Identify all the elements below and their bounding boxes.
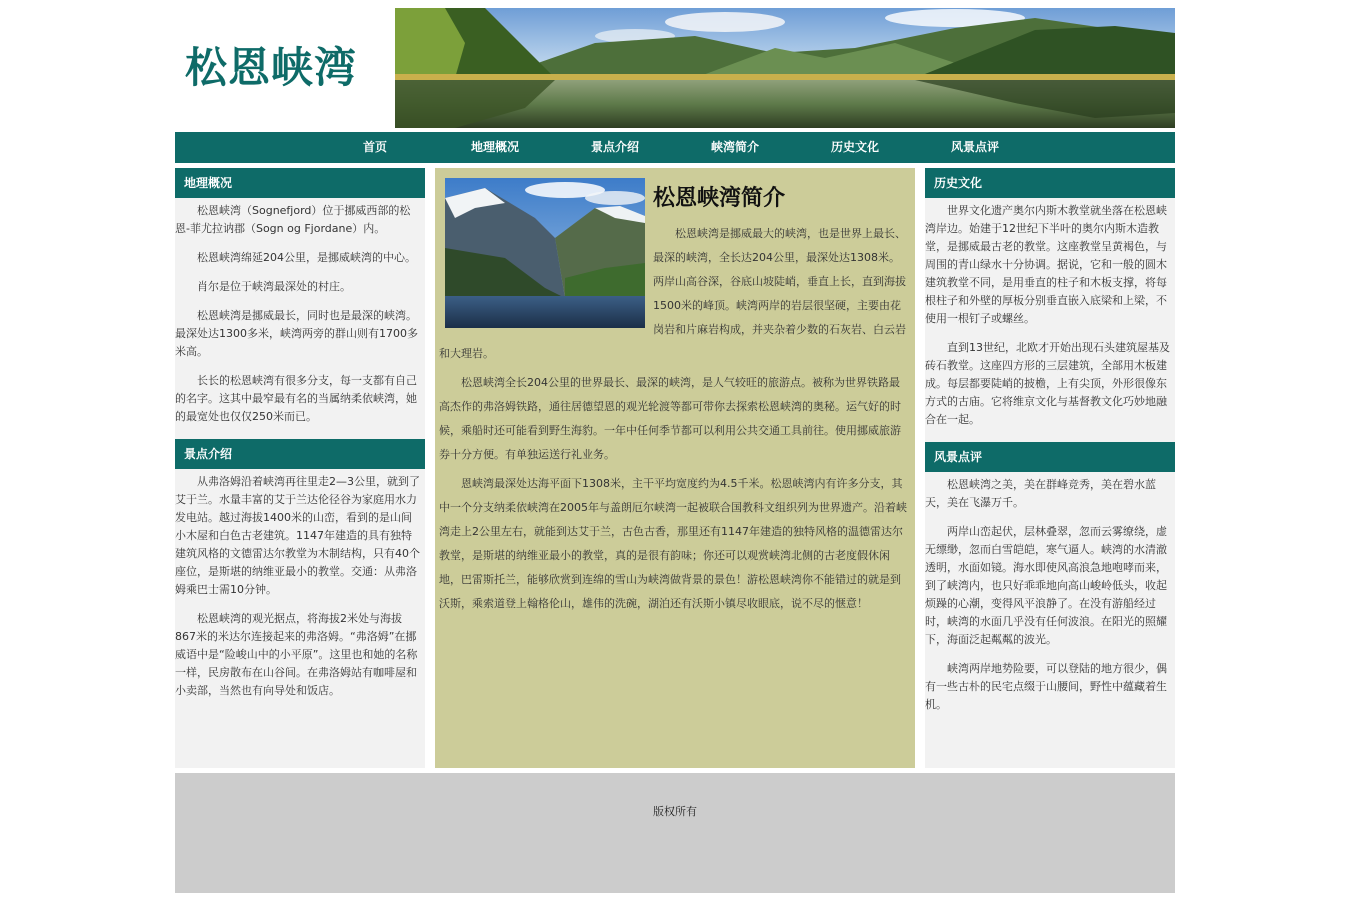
main-title: 松恩峡湾简介 <box>653 186 786 211</box>
paragraph: 松恩峡湾之美，美在群峰竞秀，美在碧水蓝天，美在飞瀑万千。 <box>925 478 1156 509</box>
paragraph: 从弗洛姆沿着峡湾再往里走2—3公里，就到了艾于兰。水量丰富的艾于兰达伦径谷为家庭用水力发电站。越过海拔1400米的山峦，看到的是山间小木屋和白色古老建筑。1147年建造的具有独特建筑风格的文德雷达尔教堂为木制结构，只有40个座位，是斯堪的纳维亚最小的教堂。交通：从弗洛姆乘巴士需10分钟。 <box>175 475 420 596</box>
left-sidebar <box>175 168 425 768</box>
nav-item-spots[interactable]: 景点介绍 <box>590 140 639 154</box>
history-box-title: 历史文化 <box>925 168 1175 198</box>
review-box-body <box>925 472 1175 727</box>
spots-box-title: 景点介绍 <box>175 439 425 469</box>
paragraph: 松恩峡湾的观光据点，将海拔2米处与海拔867米的米达尔连接起来的弗洛姆。“弗洛姆”在挪威语中是“险峻山中的小平原”。这里也和她的名称一样，民房散布在山谷间。在弗洛姆站有咖啡屋和小卖部，当然也有向导处和饭店。 <box>175 612 418 697</box>
paragraph: 恩峡湾最深处达海平面下1308米，主干平均宽度约为4.5千米。松恩峡湾内有许多分支，其中一个分支纳柔依峡湾在2005年与盖朗厄尔峡湾一起被联合国教科文组织列为世界遗产。沿着峡湾走上2公里左右，就能到达艾于兰，古色古香，那里还有1147年建造的独特风格的温德雷达尔教堂，是斯堪的纳维亚最小的教堂，真的是很有韵味；你还可以观赏峡湾北侧的古老度假休闲地，巴雷斯托兰，能够欣赏到连绵的雪山为峡湾做背景的景色！游松恩峡湾你不能错过的就是到沃斯，乘索道登上翰格伦山，雄伟的洗碗，湖泊还有沃斯小镇尽收眼底，说不尽的惬意！ <box>439 477 907 610</box>
review-box-title: 风景点评 <box>925 442 1175 472</box>
banner-image <box>395 8 1175 128</box>
paragraph: 松恩峡湾是挪威最大的峡湾，也是世界上最长、最深的峡湾，全长达204公里，最深处达1308米。两岸山高谷深，谷底山坡陡峭，垂直上长，直到海拔1500米的峰顶。峡湾两岸的岩层很坚硬，主要由花岗岩和片麻岩构成，并夹杂着少数的石灰岩、白云岩和大理岩。 <box>439 227 906 360</box>
site-title: 松恩峡湾 <box>185 43 358 92</box>
footer <box>175 773 1175 893</box>
spots-box <box>175 439 425 713</box>
history-box-body <box>925 198 1175 442</box>
main-content <box>435 168 915 768</box>
nav-item-history[interactable]: 历史文化 <box>830 140 879 154</box>
nav-item-home[interactable]: 首页 <box>362 140 387 154</box>
paragraph: 松恩峡湾全长204公里的世界最长、最深的峡湾，是人气较旺的旅游点。被称为世界铁路最高杰作的弗洛姆铁路，通往居德望恩的观光轮渡等都可带你去探索松恩峡湾的奥秘。运气好的时候，乘船时还可能看到野生海豹。一年中任何季节都可以利用公共交通工具前往。使用挪威旅游券十分方便。有单独运送行礼业务。 <box>439 376 901 461</box>
geography-box-body <box>175 198 425 439</box>
page-wrapper <box>175 8 1175 818</box>
right-sidebar <box>925 168 1175 768</box>
main-nav <box>175 132 1175 163</box>
geography-box-title: 地理概况 <box>175 168 425 198</box>
nav-item-fjord-intro[interactable]: 峡湾简介 <box>710 140 759 154</box>
paragraph: 长长的松恩峡湾有很多分支，每一支都有自己的名字。这其中最窄最有名的当属纳柔依峡湾，她的最宽处也仅仅250米而已。 <box>175 374 417 423</box>
copyright-text: 版权所有 <box>653 805 697 818</box>
paragraph: 世界文化遗产奥尔内斯木教堂就坐落在松恩峡湾岸边。始建于12世纪下半叶的奥尔内斯木造教堂，是挪威最古老的教堂。这座教堂呈黄褐色，与周围的青山绿水十分协调。据说，它和一般的圆木建筑教堂不同，是用垂直的柱子和木板支撑，将每根柱子和外壁的厚板分别垂直嵌入底梁和上梁，不使用一根钉子或螺丝。 <box>925 204 1167 325</box>
geography-box <box>175 168 425 439</box>
paragraph: 两岸山峦起伏，层林叠翠，忽而云雾缭绕，虚无缥缈，忽而白雪皑皑，寒气逼人。峡湾的水清澈透明，水面如镜。海水即使风高浪急地咆哮而来，到了峡湾内，也只好乖乖地向高山峻岭低头，收起烦躁的心潮，变得风平浪静了。在没有游船经过时，峡湾的水面几乎没有任何波浪。在阳光的照耀下，海面泛起粼粼的波光。 <box>925 525 1167 646</box>
nav-item-review[interactable]: 风景点评 <box>950 140 999 154</box>
fjord-photo-image <box>445 178 645 328</box>
spots-box-body <box>175 469 425 713</box>
paragraph: 直到13世纪，北欧才开始出现石头建筑屋基及砖石教堂。这座四方形的三层建筑，全部用木板建成。每层都要陡峭的披檐，上有尖顶，外形很像东方式的古庙。它将维京文化与基督教文化巧妙地融合在一起。 <box>925 341 1170 426</box>
paragraph: 松恩峡湾（Sognefjord）位于挪威西部的松恩-菲尤拉讷郡（Sogn og Fjordane）内。 <box>175 204 411 235</box>
paragraph: 肖尔是位于峡湾最深处的村庄。 <box>197 280 351 293</box>
paragraph: 松恩峡湾是挪威最长，同时也是最深的峡湾。最深处达1300多米，峡湾两旁的群山则有1700多米高。 <box>175 309 418 358</box>
header <box>175 8 1175 128</box>
paragraph: 峡湾两岸地势险要，可以登陆的地方很少，偶有一些古朴的民宅点缀于山腰间，野性中蕴藏着生机。 <box>925 662 1167 711</box>
nav-item-geography[interactable]: 地理概况 <box>470 140 519 154</box>
review-box <box>925 442 1175 727</box>
history-box <box>925 168 1175 442</box>
paragraph: 松恩峡湾绵延204公里，是挪威峡湾的中心。 <box>197 251 416 264</box>
